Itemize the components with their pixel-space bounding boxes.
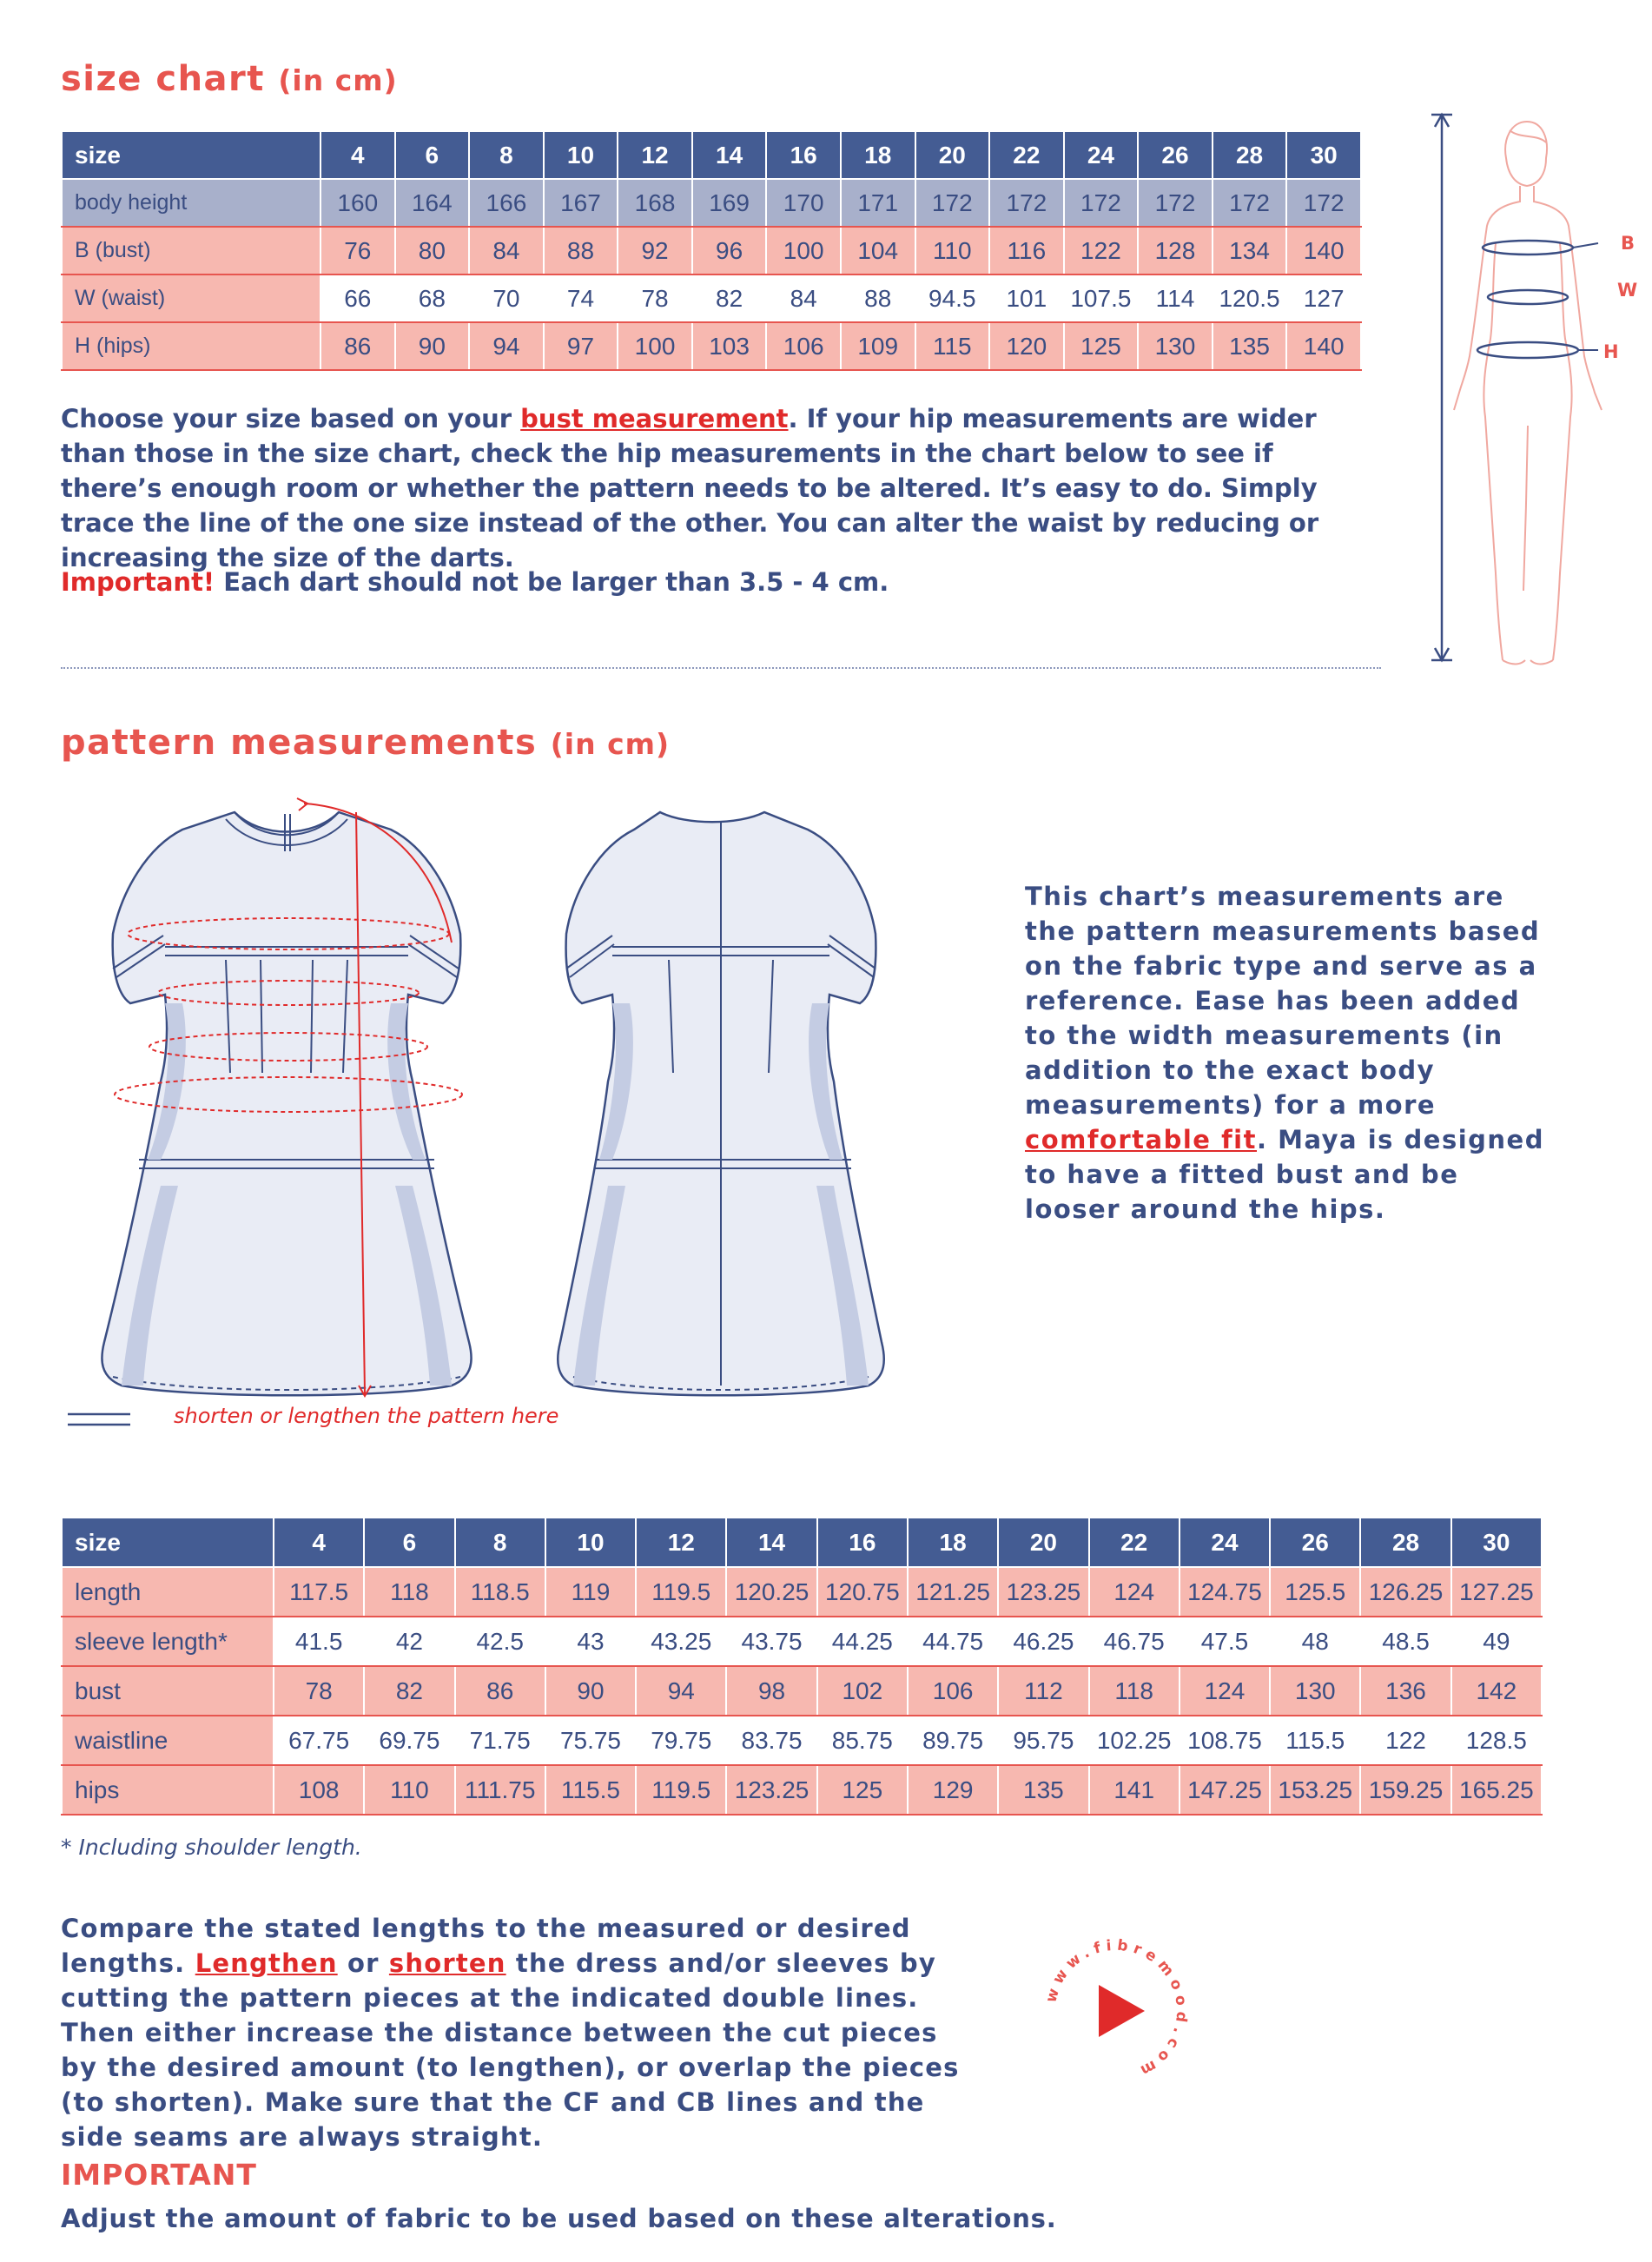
size-chart-cell: 94 (469, 322, 544, 370)
pattern-cell: 48.5 (1360, 1617, 1450, 1666)
size-chart-cell: 134 (1213, 227, 1287, 274)
pattern-header-cell: 14 (726, 1518, 816, 1567)
size-chart-cell: 116 (989, 227, 1064, 274)
size-chart-cell: 100 (766, 227, 841, 274)
pattern-cell: 122 (1360, 1716, 1450, 1765)
size-chart-cell: 96 (692, 227, 767, 274)
pattern-cell: 79.75 (636, 1716, 726, 1765)
pattern-cell: 69.75 (364, 1716, 454, 1765)
size-advice-paragraph (61, 401, 1364, 575)
pattern-header-label: size (62, 1518, 274, 1567)
pattern-cell: 83.75 (726, 1716, 816, 1765)
dart-warning-text: Each dart should not be larger than 3.5 - 4 cm. (215, 567, 889, 597)
pattern-cell: 125.5 (1270, 1567, 1360, 1617)
pattern-row-label: length (62, 1567, 274, 1617)
size-chart-header-cell: 30 (1286, 131, 1361, 179)
pattern-row (62, 1716, 1542, 1765)
pattern-measurements-title (61, 723, 670, 763)
size-chart-cell: 127 (1286, 274, 1361, 322)
size-chart-cell: 115 (915, 322, 990, 370)
bust-measurement-link[interactable]: bust measurement (520, 404, 789, 433)
pattern-cell: 111.75 (455, 1765, 545, 1815)
size-chart-cell: 140 (1286, 322, 1361, 370)
pattern-cell: 110 (364, 1765, 454, 1815)
dress-back-illustration (530, 786, 912, 1412)
size-chart-cell: 140 (1286, 227, 1361, 274)
size-chart-header-cell: 4 (320, 131, 395, 179)
pattern-cell: 120.25 (726, 1567, 816, 1617)
pattern-cell: 123.25 (726, 1765, 816, 1815)
pattern-header-cell: 28 (1360, 1518, 1450, 1567)
size-chart-cell: 76 (320, 227, 395, 274)
size-chart-cell: 120 (989, 322, 1064, 370)
pattern-cell: 94 (636, 1666, 726, 1716)
pattern-description-text-b: . Maya is designed to have a fitted bust and be looser around the hips. (1025, 1125, 1544, 1224)
size-chart-header-cell: 24 (1064, 131, 1139, 179)
pattern-cell: 46.75 (1089, 1617, 1180, 1666)
pattern-cell: 67.75 (274, 1716, 364, 1765)
lengthen-link[interactable]: Lengthen (195, 1948, 338, 1978)
size-chart-cell: 70 (469, 274, 544, 322)
pattern-cell: 115.5 (1270, 1716, 1360, 1765)
hips-label: H (1603, 341, 1619, 362)
pattern-cell: 120.75 (817, 1567, 908, 1617)
pattern-cell: 115.5 (545, 1765, 636, 1815)
video-play-badge[interactable] (1042, 1937, 1190, 2085)
size-chart-cell: 80 (395, 227, 470, 274)
size-chart-cell: 167 (544, 179, 618, 227)
size-chart-cell: 168 (618, 179, 692, 227)
size-chart-cell: 66 (320, 274, 395, 322)
size-chart-header-label: size (62, 131, 320, 179)
pattern-cell: 119 (545, 1567, 636, 1617)
size-chart-cell: 68 (395, 274, 470, 322)
pattern-cell: 124 (1180, 1666, 1270, 1716)
pattern-cell: 123.25 (998, 1567, 1088, 1617)
size-advice-text-b: . If your hip measurements are wider than those in the size chart, check the hip measurements in the chart below to see if there’s enough room or whether the pattern needs to be altered. It’s easy to do. Simply trace the line of the one size instead of the other. You can alter the waist by reducing or increasing the size of the darts. (61, 404, 1319, 572)
size-chart-row (62, 179, 1361, 227)
pattern-cell: 112 (998, 1666, 1088, 1716)
pattern-unit: (in cm) (550, 727, 671, 761)
size-chart-cell: 94.5 (915, 274, 990, 322)
pattern-header-row (62, 1518, 1542, 1567)
size-chart-header-cell: 22 (989, 131, 1064, 179)
size-chart-cell: 172 (915, 179, 990, 227)
size-chart-cell: 135 (1213, 322, 1287, 370)
size-chart-cell: 172 (1286, 179, 1361, 227)
pattern-cell: 42 (364, 1617, 454, 1666)
pattern-cell: 117.5 (274, 1567, 364, 1617)
size-chart-cell: 74 (544, 274, 618, 322)
size-chart-cell: 88 (841, 274, 915, 322)
size-chart-header-cell: 10 (544, 131, 618, 179)
pattern-cell: 46.25 (998, 1617, 1088, 1666)
pattern-header-cell: 24 (1180, 1518, 1270, 1567)
size-chart-row (62, 227, 1361, 274)
pattern-cell: 71.75 (455, 1716, 545, 1765)
pattern-cell: 86 (455, 1666, 545, 1716)
pattern-title-text: pattern measurements (61, 723, 538, 763)
size-chart-cell: 171 (841, 179, 915, 227)
pattern-header-cell: 16 (817, 1518, 908, 1567)
dart-warning (61, 565, 1364, 599)
pattern-header-cell: 6 (364, 1518, 454, 1567)
pattern-cell: 135 (998, 1765, 1088, 1815)
lengthen-instructions (61, 1911, 964, 2154)
pattern-row-label: bust (62, 1666, 274, 1716)
size-chart-header-cell: 28 (1213, 131, 1287, 179)
pattern-cell: 118 (364, 1567, 454, 1617)
size-chart-row-label: H (hips) (62, 322, 320, 370)
pattern-cell: 75.75 (545, 1716, 636, 1765)
pattern-cell: 127.25 (1451, 1567, 1542, 1617)
pattern-cell: 130 (1270, 1666, 1360, 1716)
pattern-cell: 49 (1451, 1617, 1542, 1666)
size-chart-header-cell: 6 (395, 131, 470, 179)
pattern-cell: 119.5 (636, 1567, 726, 1617)
pattern-header-cell: 4 (274, 1518, 364, 1567)
pattern-header-cell: 12 (636, 1518, 726, 1567)
body-figure-illustration (1416, 104, 1642, 669)
pattern-row (62, 1617, 1542, 1666)
important-text: Adjust the amount of fabric to be used based on these alterations. (61, 2204, 1057, 2233)
bust-label: B (1621, 233, 1635, 254)
pattern-cell: 147.25 (1180, 1765, 1270, 1815)
pattern-cell: 118.5 (455, 1567, 545, 1617)
size-chart-cell: 88 (544, 227, 618, 274)
pattern-header-cell: 26 (1270, 1518, 1360, 1567)
size-chart-cell: 82 (692, 274, 767, 322)
badge-url-text: www.fibremood.com (1042, 1937, 1190, 2081)
size-chart-cell: 120.5 (1213, 274, 1287, 322)
pattern-cell: 121.25 (908, 1567, 998, 1617)
size-chart-cell: 86 (320, 322, 395, 370)
pattern-cell: 43.25 (636, 1617, 726, 1666)
size-chart-row-label: W (waist) (62, 274, 320, 322)
waist-label: W (1617, 280, 1638, 301)
size-chart-cell: 128 (1138, 227, 1213, 274)
size-chart-cell: 160 (320, 179, 395, 227)
pattern-header-cell: 8 (455, 1518, 545, 1567)
size-chart-cell: 100 (618, 322, 692, 370)
pattern-cell: 85.75 (817, 1716, 908, 1765)
pattern-cell: 153.25 (1270, 1765, 1360, 1815)
pattern-measurements-table (61, 1517, 1543, 1816)
size-chart-cell: 125 (1064, 322, 1139, 370)
section-divider (61, 667, 1381, 669)
size-chart-cell: 90 (395, 322, 470, 370)
size-chart-cell: 170 (766, 179, 841, 227)
size-chart-cell: 101 (989, 274, 1064, 322)
size-chart-cell: 169 (692, 179, 767, 227)
instructions-or: or (337, 1948, 389, 1978)
size-chart-cell: 122 (1064, 227, 1139, 274)
size-chart-cell: 172 (1213, 179, 1287, 227)
pattern-description-text-a: This chart’s measurements are the pattern measurements based on the fabric type and serve as a reference. Ease has been added to the width measurements (in addition to the exact body measurements) for a more (1025, 882, 1541, 1120)
size-chart-title (61, 59, 398, 99)
size-chart-cell: 110 (915, 227, 990, 274)
pattern-cell: 142 (1451, 1666, 1542, 1716)
pattern-cell: 136 (1360, 1666, 1450, 1716)
pattern-row-label: hips (62, 1765, 274, 1815)
pattern-cell: 125 (817, 1765, 908, 1815)
legend-text: shorten or lengthen the pattern here (174, 1404, 559, 1428)
dress-front-illustration (61, 786, 530, 1412)
pattern-cell: 106 (908, 1666, 998, 1716)
pattern-cell: 44.25 (817, 1617, 908, 1666)
size-chart-cell: 166 (469, 179, 544, 227)
size-chart-cell: 172 (989, 179, 1064, 227)
size-chart-cell: 114 (1138, 274, 1213, 322)
pattern-cell: 90 (545, 1666, 636, 1716)
pattern-cell: 128.5 (1451, 1716, 1542, 1765)
pattern-cell: 108.75 (1180, 1716, 1270, 1765)
size-chart-row-label: body height (62, 179, 320, 227)
pattern-cell: 118 (1089, 1666, 1180, 1716)
size-chart-row (62, 322, 1361, 370)
pattern-cell: 47.5 (1180, 1617, 1270, 1666)
pattern-cell: 124.75 (1180, 1567, 1270, 1617)
pattern-cell: 141 (1089, 1765, 1180, 1815)
pattern-row-label: sleeve length* (62, 1617, 274, 1666)
pattern-cell: 78 (274, 1666, 364, 1716)
pattern-cell: 48 (1270, 1617, 1360, 1666)
pattern-cell: 108 (274, 1765, 364, 1815)
size-advice-text-a: Choose your size based on your (61, 404, 521, 433)
shorten-link[interactable]: shorten (388, 1948, 506, 1978)
pattern-cell: 165.25 (1451, 1765, 1542, 1815)
pattern-row-label: waistline (62, 1716, 274, 1765)
size-chart-cell: 164 (395, 179, 470, 227)
size-chart-cell: 107.5 (1064, 274, 1139, 322)
instructions-body: the dress and/or sleeves by cutting the pattern pieces at the indicated double lines. Then either increase the distance between the cut pieces by the desired amount (to lengthen), or overlap the pieces (to shorten). Make sure that the CF and CB lines and the side seams are always straight. (61, 1948, 960, 2152)
size-chart-cell: 172 (1138, 179, 1213, 227)
double-line-legend-icon (68, 1407, 137, 1433)
footnote: * Including shoulder length. (61, 1835, 362, 1860)
pattern-cell: 44.75 (908, 1617, 998, 1666)
size-chart-cell: 106 (766, 322, 841, 370)
size-chart-header-cell: 14 (692, 131, 767, 179)
size-chart-header-cell: 16 (766, 131, 841, 179)
pattern-row (62, 1666, 1542, 1716)
pattern-header-cell: 18 (908, 1518, 998, 1567)
pattern-cell: 119.5 (636, 1765, 726, 1815)
pattern-cell: 129 (908, 1765, 998, 1815)
pattern-cell: 82 (364, 1666, 454, 1716)
pattern-cell: 43.75 (726, 1617, 816, 1666)
important-label: Important! (61, 567, 215, 597)
size-chart-header-cell: 18 (841, 131, 915, 179)
pattern-cell: 102.25 (1089, 1716, 1180, 1765)
pattern-cell: 159.25 (1360, 1765, 1450, 1815)
size-chart-cell: 78 (618, 274, 692, 322)
size-chart-cell: 172 (1064, 179, 1139, 227)
size-chart-header-cell: 12 (618, 131, 692, 179)
pattern-description (1025, 879, 1546, 1227)
size-chart-cell: 92 (618, 227, 692, 274)
pattern-cell: 95.75 (998, 1716, 1088, 1765)
size-chart-cell: 109 (841, 322, 915, 370)
size-chart-title-text: size chart (61, 59, 265, 99)
size-chart-unit: (in cm) (278, 63, 398, 97)
size-chart-header-row (62, 131, 1361, 179)
pattern-cell: 89.75 (908, 1716, 998, 1765)
size-chart-cell: 104 (841, 227, 915, 274)
comfortable-fit-link[interactable]: comfortable fit (1025, 1125, 1257, 1154)
pattern-cell: 98 (726, 1666, 816, 1716)
pattern-header-cell: 20 (998, 1518, 1088, 1567)
pattern-header-cell: 30 (1451, 1518, 1542, 1567)
pattern-cell: 124 (1089, 1567, 1180, 1617)
pattern-header-cell: 22 (1089, 1518, 1180, 1567)
size-chart-cell: 97 (544, 322, 618, 370)
important-heading: IMPORTANT (61, 2158, 257, 2192)
instructions-lead: Compare the stated lengths to the measured or desired lengths. (61, 1914, 911, 1978)
pattern-cell: 43 (545, 1617, 636, 1666)
pattern-row (62, 1567, 1542, 1617)
pattern-cell: 102 (817, 1666, 908, 1716)
pattern-header-cell: 10 (545, 1518, 636, 1567)
pattern-cell: 42.5 (455, 1617, 545, 1666)
size-chart-row-label: B (bust) (62, 227, 320, 274)
size-chart-header-cell: 8 (469, 131, 544, 179)
size-chart-header-cell: 20 (915, 131, 990, 179)
pattern-row (62, 1765, 1542, 1815)
pattern-cell: 126.25 (1360, 1567, 1450, 1617)
size-chart-cell: 130 (1138, 322, 1213, 370)
size-chart-row (62, 274, 1361, 322)
size-chart-cell: 103 (692, 322, 767, 370)
pattern-cell: 41.5 (274, 1617, 364, 1666)
play-icon[interactable] (1099, 1985, 1145, 2037)
size-chart-cell: 84 (766, 274, 841, 322)
size-chart-cell: 84 (469, 227, 544, 274)
size-chart-header-cell: 26 (1138, 131, 1213, 179)
size-chart-table (61, 130, 1362, 371)
